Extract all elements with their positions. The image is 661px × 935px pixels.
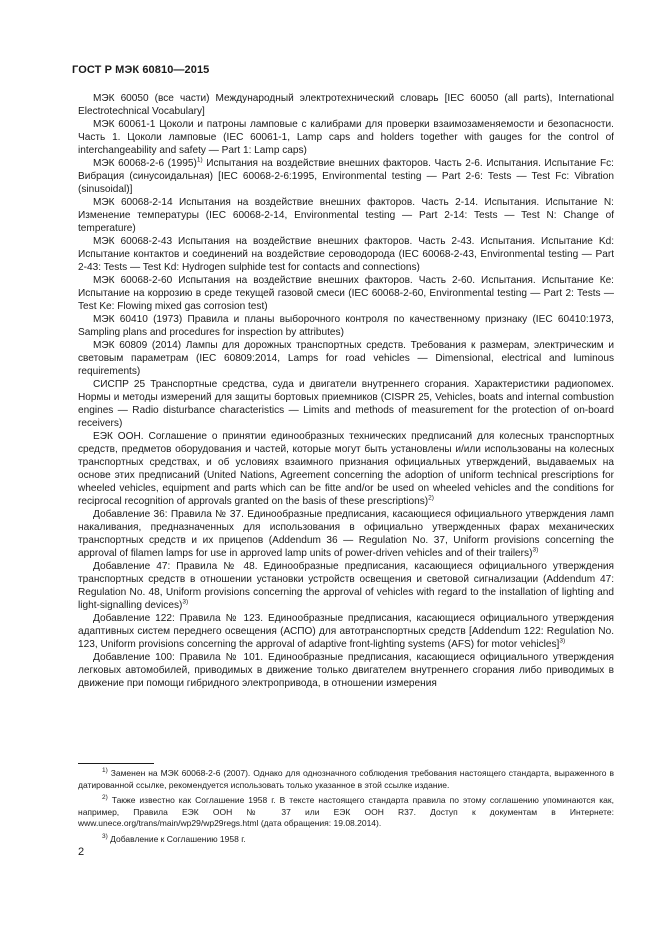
- footnotes: [78, 768, 614, 849]
- reference-paragraph: МЭК 60410 (1973) Правила и планы выборочного контроля по качественному признаку (IEC 60410:1973, Sampling plans and procedures for inspection by attributes): [78, 314, 614, 338]
- footnote-divider: [78, 763, 154, 764]
- reference-paragraph: СИСПР 25 Транспортные средства, суда и двигатели внутреннего сгорания. Характеристики радиопомех. Нормы и методы измерений для защиты бортовых приемников (CISPR 25, Vehicles, boats and internal combustion engines — Radio disturbance characteristics — Limits and methods of measurement for the protection of on-board receivers): [78, 379, 614, 429]
- reference-paragraph: Добавление 47: Правила № 48. Единообразные предписания, касающиеся официального утверждения транспортных средств в отношении установки устройств освещения и световой сигнализации (Addendum 47: Regulation No. 48, Uniform provisions concerning the approval of vehicles with regard to the installation of lighting and light-signalling devices)$^{3)}$: [78, 561, 614, 611]
- reference-paragraph: Добавление 100: Правила № 101. Единообразные предписания, касающиеся официального утверждения легковых автомобилей, приводимых в движение только двигателем внутреннего сгорания либо приводимых в движение при помощи гибридного электропривода, в отношении измерения: [78, 652, 614, 689]
- reference-paragraph: ЕЭК ООН. Соглашение о принятии единообразных технических предписаний для колесных транспортных средств, предметов оборудования и частей, которые могут быть установлены и/или использованы на колесных транспортных средствах, и об условиях взаимного признания официальных утверждений, выдаваемых на основе этих предписаний (United Nations, Agreement concerning the adoption of uniform technical prescriptions for wheeled vehicles, equipment and parts which can be fitte and/or be used on wheeled vehicles and the conditions for reciprocal recognition of approvals granted on the basis of these prescriptions)$^{2)}$: [78, 431, 614, 507]
- footnote-ref: 3): [532, 546, 539, 554]
- references-body: [78, 92, 614, 690]
- footnote-ref: 1): [196, 156, 203, 164]
- reference-paragraph: МЭК 60068-2-6 $(1995)^{1)}$ Испытания на воздействие внешних факторов. Часть 2-6. Испытания. Испытание Fc: Вибрация (синусоидальная) [IEC 60068-2-6:1995, Environmental testing — Part 2-6: Tests — Test Fc: Vibration (sinusoidal)]: [78, 156, 614, 195]
- reference-paragraph: МЭК 60068-2-14 Испытания на воздействие внешних факторов. Часть 2-14. Испытания. Испытание N: Изменение температуры (IEC 60068-2-14, Environmental testing — Part 2-14: Tests — Test N: Change of temperature): [78, 197, 614, 234]
- reference-paragraph: МЭК 60068-2-60 Испытания на воздействие внешних факторов. Часть 2-60. Испытания. Испытание Ке: Испытание на коррозию в среде текущей газовой смеси (IEC 60068-2-60, Environmental testing — Part 2: Tests — Test Ke: Flowing mixed gas corrosion test): [78, 275, 614, 312]
- document-header: ГОСТ Р МЭК 60810—2015: [72, 64, 210, 76]
- footnote-ref: 3): [182, 598, 189, 606]
- footnote: $^{3)}$ Добавление к Соглашению 1958 г.: [102, 832, 246, 844]
- footnote-ref: 3): [559, 637, 566, 645]
- page-number: 2: [78, 846, 85, 858]
- reference-paragraph: МЭК 60068-2-43 Испытания на воздействие внешних факторов. Часть 2-43. Испытания. Испытание Kd: Испытание контактов и соединений на воздействие сероводорода (IEC 60068-2-43, Environmental testing — Part 2-43: Tests — Test Kd: Hydrogen sulphide test for contacts and connections): [78, 236, 614, 273]
- footnote-mark: 2): [102, 794, 108, 802]
- reference-paragraph: МЭК 60809 (2014) Лампы для дорожных транспортных средств. Требования к размерам, электрическим и световым параметрам (IEC 60809:2014, Lamps for road vehicles — Dimensional, electrical and luminous requirements): [78, 340, 614, 377]
- reference-paragraph: МЭК 60050 (все части) Международный электротехнический словарь [IEC 60050 (all parts), International Electrotechnical Vocabulary]: [78, 93, 614, 117]
- footnote-mark: 1): [102, 767, 108, 775]
- reference-paragraph: Добавление 36: Правила № 37. Единообразные предписания, касающиеся официального утверждения ламп накаливания, предназначенных для использования в официально утвержденных фарах механических транспортных средств и их прицепов (Addendum 36 — Regulation No. 37, Uniform provisions concerning the approval of filamen lamps for use in approved lamp units of power-driven vehicles and of their trailers)$^{3)}$: [78, 509, 614, 559]
- footnote-ref: 2): [428, 494, 434, 502]
- reference-paragraph: Добавление 122: Правила № 123. Единообразные предписания, касающиеся официального утверждения адаптивных систем переднего освещения (АСПО) для автотранспортных средств [Addendum 122: Regulation No. 123, Uniform provisions concerning the approval of adaptive front-lighting systems (AFS) for motor vehicles]$^{3)}$: [78, 613, 614, 650]
- footnote-mark: 3): [102, 832, 108, 840]
- footnote: $^{2)}$ Также известно как Соглашение 1958 г. В тексте настоящего стандарта правила по этому соглашению упоминаются как, например, Правила ЕЭК ООН № 37 или ЕЭК ООН R37. Доступ к документам в Интернете: www.unece.org/trans/main/wp29/wp29regs.html (дата обращения: 19.08.2014).: [78, 794, 614, 828]
- reference-paragraph: МЭК 60061-1 Цоколи и патроны ламповые с калибрами для проверки взаимозаменяемости и безопасности. Часть 1. Цоколи ламповые (IEC 60061-1, Lamp caps and holders together with gauges for the control of interchangeability and safety — Part 1: Lamp caps): [78, 119, 614, 156]
- footnote: $^{1)}$ Заменен на МЭК 60068-2-6 (2007). Однако для однозначного соблюдения требования настоящего стандарта, выраженного в датированной ссылке, рекомендуется использовать только указанное в этой ссылке издание.: [78, 767, 614, 790]
